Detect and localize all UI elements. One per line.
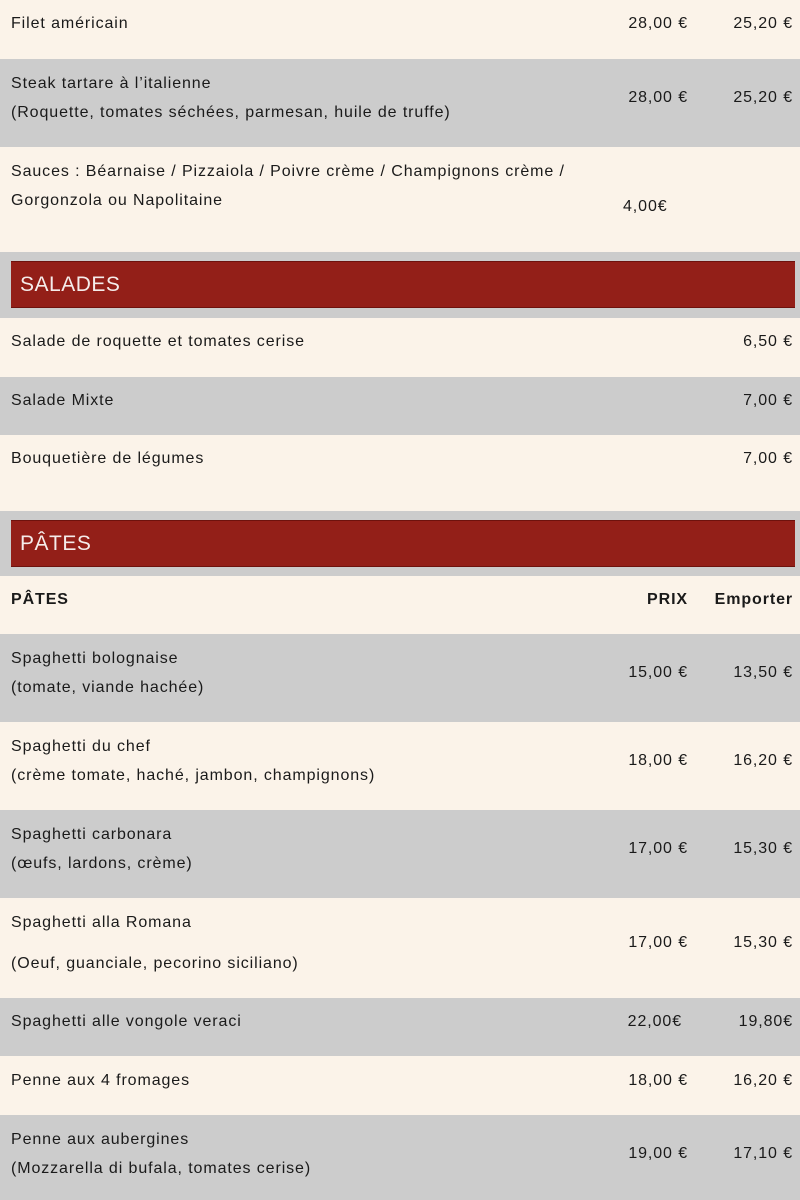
item-description: (tomate, viande hachée): [11, 679, 205, 696]
item-price: 7,00 €: [743, 450, 793, 467]
item-takeaway-price: 25,20 €: [733, 89, 793, 106]
column-header-name: PÂTES: [11, 591, 69, 608]
item-name: Spaghetti alla Romana: [11, 914, 192, 931]
item-name: Penne aux aubergines: [11, 1131, 190, 1148]
item-name: Spaghetti alle vongole veraci: [11, 1013, 242, 1030]
item-takeaway-price: 15,30 €: [733, 840, 793, 857]
item-name: Penne aux 4 fromages: [11, 1072, 190, 1089]
menu-item: [0, 634, 800, 722]
menu-item: [0, 998, 800, 1056]
item-price: 7,00 €: [743, 392, 793, 409]
column-header-price: PRIX: [647, 591, 688, 608]
item-price: 22,00€: [627, 1013, 682, 1030]
menu-item: [0, 435, 800, 511]
menu-item: [0, 810, 800, 898]
menu-item: [0, 0, 800, 59]
item-name: Sauces : Béarnaise / Pizzaiola / Poivre crème / Champignons crème /: [11, 163, 565, 180]
section-title: SALADES: [20, 273, 121, 296]
item-takeaway-price: 17,10 €: [733, 1145, 793, 1162]
item-name: Salade de roquette et tomates cerise: [11, 333, 305, 350]
item-price: 15,00 €: [628, 664, 688, 681]
menu-item: [0, 1056, 800, 1115]
item-price: 28,00 €: [628, 15, 688, 32]
item-name: Salade Mixte: [11, 392, 115, 409]
item-price: 6,50 €: [743, 333, 793, 350]
item-name: Spaghetti bolognaise: [11, 650, 179, 667]
section-header-salades: [0, 252, 800, 318]
item-price: 17,00 €: [628, 840, 688, 857]
menu-item: [0, 898, 800, 998]
item-description: (Mozzarella di bufala, tomates cerise): [11, 1160, 312, 1177]
item-takeaway-price: 13,50 €: [733, 664, 793, 681]
item-name: Steak tartare à l’italienne: [11, 75, 212, 92]
item-name: Filet américain: [11, 15, 129, 32]
item-takeaway-price: 16,20 €: [733, 1072, 793, 1089]
menu-item: [0, 1115, 800, 1200]
menu-item: [0, 377, 800, 435]
column-headers: [0, 576, 800, 634]
menu-item: [0, 318, 800, 377]
item-price: 17,00 €: [628, 934, 688, 951]
item-takeaway-price: 25,20 €: [733, 15, 793, 32]
section-header-pates: [0, 511, 800, 576]
menu-item-sauces: [0, 147, 800, 252]
item-takeaway-price: 19,80€: [738, 1013, 793, 1030]
item-description: (Roquette, tomates séchées, parmesan, huile de truffe): [11, 104, 451, 121]
item-price: 4,00€: [623, 198, 668, 215]
item-price: 18,00 €: [628, 752, 688, 769]
item-description: (Oeuf, guanciale, pecorino siciliano): [11, 955, 299, 972]
item-takeaway-price: 15,30 €: [733, 934, 793, 951]
item-price: 19,00 €: [628, 1145, 688, 1162]
item-price: 18,00 €: [628, 1072, 688, 1089]
column-header-takeaway: Emporter: [714, 591, 793, 608]
item-name: Spaghetti carbonara: [11, 826, 173, 843]
item-description: (œufs, lardons, crème): [11, 855, 193, 872]
section-title: PÂTES: [20, 532, 92, 555]
item-price: 28,00 €: [628, 89, 688, 106]
item-description: (crème tomate, haché, jambon, champignons): [11, 767, 376, 784]
menu-item: [0, 722, 800, 810]
menu-item: [0, 59, 800, 147]
item-name: Bouquetière de légumes: [11, 450, 205, 467]
item-name: Spaghetti du chef: [11, 738, 151, 755]
item-takeaway-price: 16,20 €: [733, 752, 793, 769]
item-description: Gorgonzola ou Napolitaine: [11, 192, 223, 209]
